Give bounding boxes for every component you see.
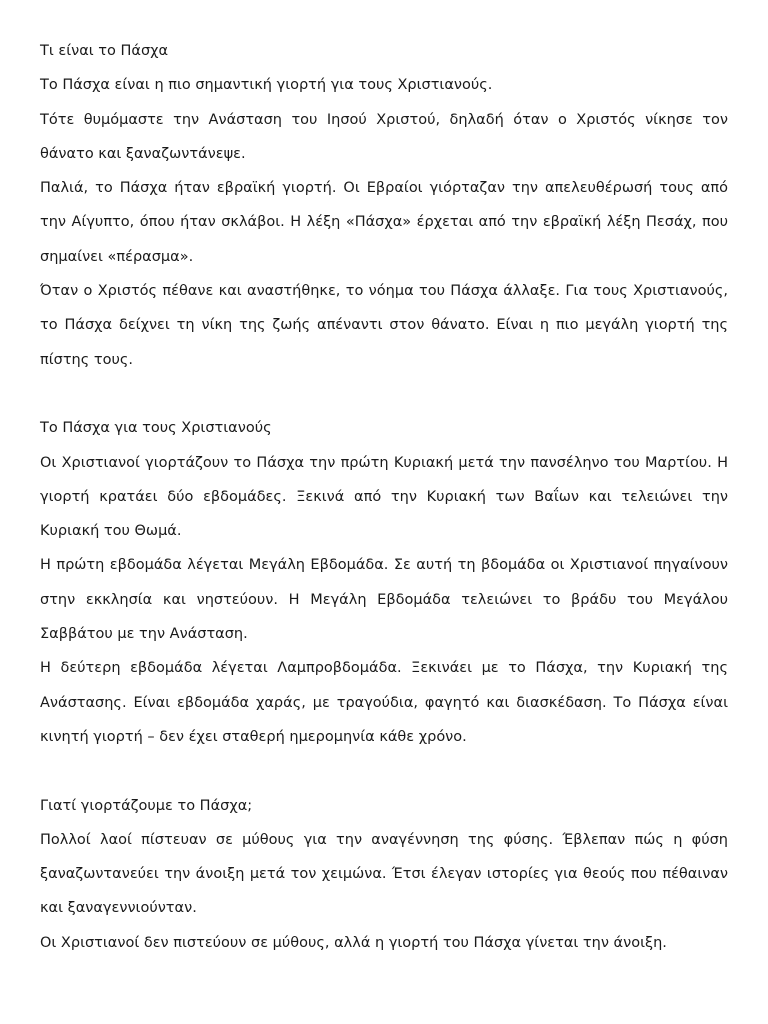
paragraph: Πολλοί λαοί πίστευαν σε μύθους για την αναγέννηση της φύσης. Έβλεπαν πώς η φύση ξαναζωντανεύει την άνοιξη μετά τον χειμώνα. Έτσι έλεγαν ιστορίες για θεούς που πέθαιναν και ξαναγεννιούνταν. (40, 831, 728, 917)
paragraph: Τότε θυμόμαστε την Ανάσταση του Ιησού Χριστού, δηλαδή όταν ο Χριστός νίκησε τον θάνατο και ξαναζωντάνεψε. (40, 111, 728, 162)
section-spacer (40, 377, 728, 411)
paragraph: Παλιά, το Πάσχα ήταν εβραϊκή γιορτή. Οι Εβραίοι γιόρταζαν την απελευθέρωσή τους από την Αίγυπτο, όπου ήταν σκλάβοι. Η λέξη «Πάσχα» έρχεται από την εβραϊκή λέξη Πεσάχ, που σημαίνει «πέρασμα». (40, 180, 728, 265)
paragraph: Το Πάσχα είναι η πιο σημαντική γιορτή για τους Χριστιανούς. (40, 77, 493, 94)
section-spacer (40, 754, 728, 788)
paragraph: Όταν ο Χριστός πέθανε και αναστήθηκε, το νόημα του Πάσχα άλλαξε. Για τους Χριστιανούς, το Πάσχα δείχνει τη νίκη της ζωής απέναντι στον θάνατο. Είναι η πιο μεγάλη γιορτή της πίστης τους. (40, 283, 728, 368)
document-page (40, 34, 728, 960)
section-heading: Το Πάσχα για τους Χριστιανούς (40, 420, 272, 437)
paragraph: Οι Χριστιανοί δεν πιστεύουν σε μύθους, αλλά η γιορτή του Πάσχα γίνεται την άνοιξη. (40, 934, 667, 951)
paragraph: Οι Χριστιανοί γιορτάζουν το Πάσχα την πρώτη Κυριακή μετά την πανσέληνο του Μαρτίου. Η γιορτή κρατάει δύο εβδομάδες. Ξεκινά από την Κυριακή των Βαΐων και τελειώνει την Κυριακή του Θωμά. (40, 454, 728, 540)
section-heading: Τι είναι το Πάσχα (40, 43, 169, 59)
section-heading: Γιατί γιορτάζουμε το Πάσχα; (40, 797, 253, 814)
paragraph: Η πρώτη εβδομάδα λέγεται Μεγάλη Εβδομάδα. Σε αυτή τη βδομάδα οι Χριστιανοί πηγαίνουν στην εκκλησία και νηστεύουν. Η Μεγάλη Εβδομάδα τελειώνει το βράδυ του Μεγάλου Σαββάτου με την Ανάσταση. (40, 557, 728, 643)
paragraph: Η δεύτερη εβδομάδα λέγεται Λαμπροβδομάδα. Ξεκινάει με το Πάσχα, την Κυριακή της Ανάστασης. Είναι εβδομάδα χαράς, με τραγούδια, φαγητό και διασκέδαση. Το Πάσχα είναι κινητή γιορτή – δεν έχει σταθερή ημερομηνία κάθε χρόνο. (40, 660, 728, 745)
